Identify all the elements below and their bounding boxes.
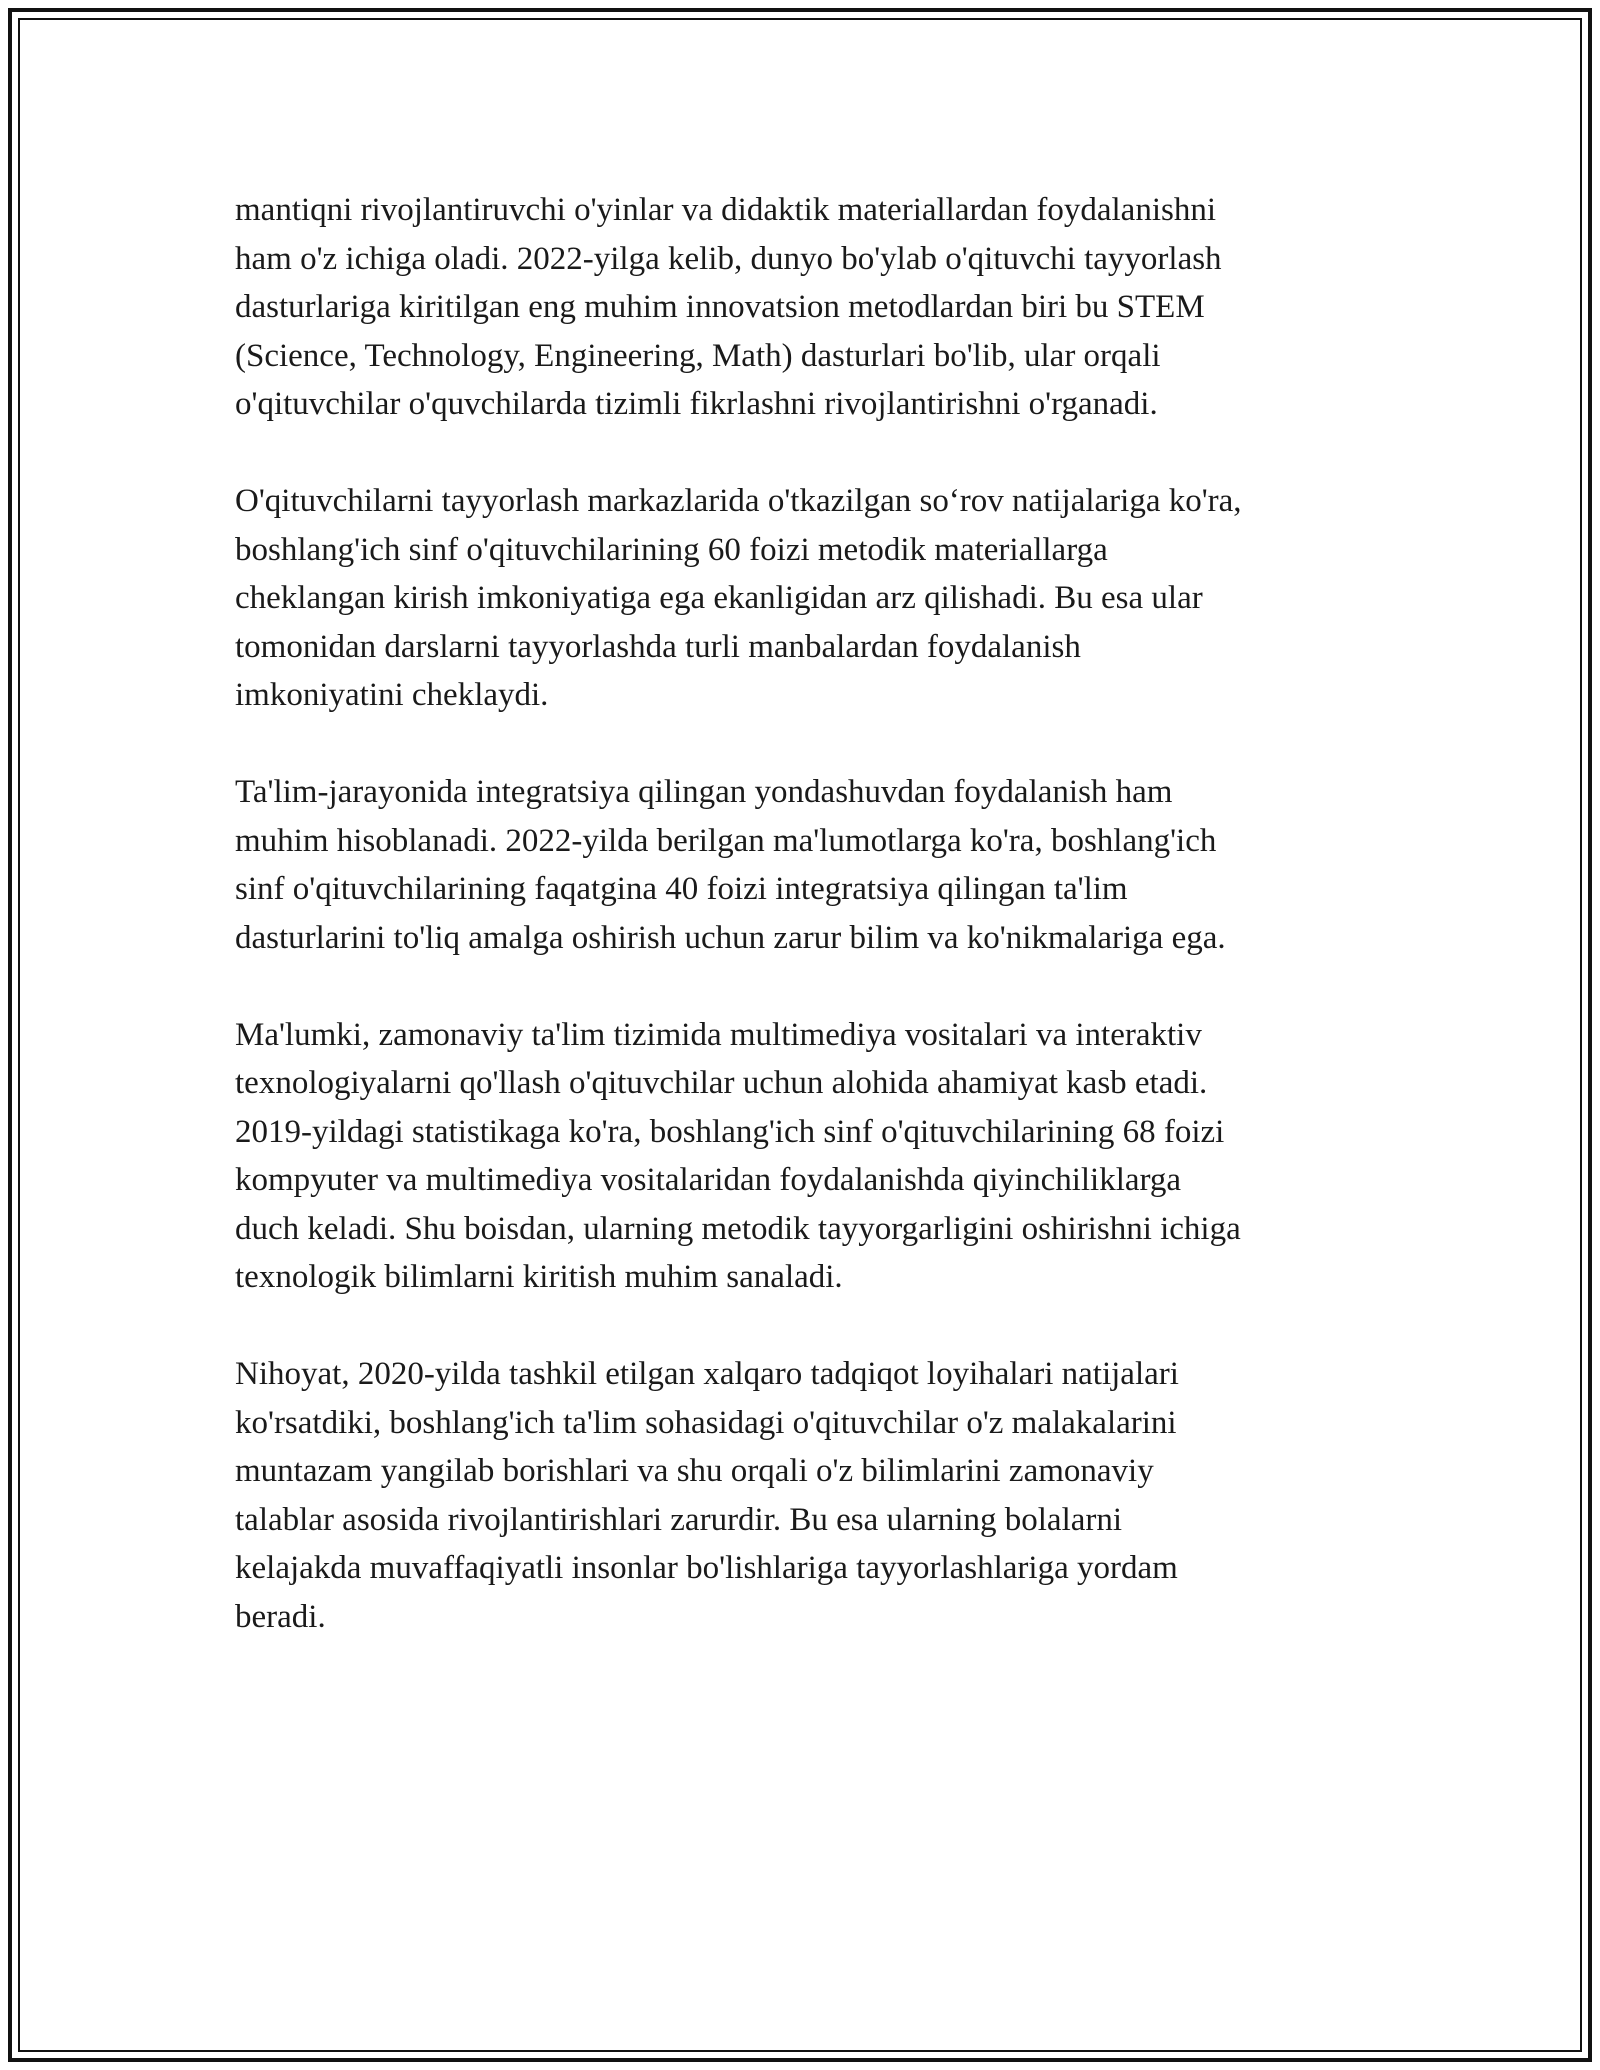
text-line: dasturlarini to'liq amalga oshirish uchun zarur bilim va ko'nikmalariga ega. xyxy=(235,919,1226,956)
text-line: imkoniyatini cheklaydi. xyxy=(235,677,549,713)
text-line: beradi. xyxy=(235,1598,326,1635)
text-line: ko'rsatdiki, boshlang'ich ta'lim sohasidagi o'qituvchilar o'z malakalarini xyxy=(235,1404,1177,1441)
text-line: muhim hisoblanadi. 2022-yilda berilgan ma'lumotlarga ko'ra, boshlang'ich xyxy=(235,822,1217,859)
paragraph-2 xyxy=(235,477,1365,720)
text-line: texnologiyalarni qo'llash o'qituvchilar uchun alohida ahamiyat kasb etadi. xyxy=(235,1065,1208,1101)
text-line: kelajakda muvaffaqiyatli insonlar bo'lishlariga tayyorlashlariga yordam xyxy=(235,1550,1178,1586)
paragraph-1 xyxy=(235,186,1365,429)
text-line: tomonidan darslarni tayyorlashda turli manbalardan foydalanish xyxy=(235,628,1081,665)
text-line: texnologik bilimlarni kiritish muhim sanaladi. xyxy=(235,1259,843,1295)
text-line: Ma'lumki, zamonaviy ta'lim tizimida multimediya vositalari va interaktiv xyxy=(235,1016,1202,1053)
text-line: dasturlariga kiritilgan eng muhim innovatsion metodlardan biri bu STEM xyxy=(235,289,1205,325)
text-line: cheklangan kirish imkoniyatiga ega ekanligidan arz qilishadi. Bu esa ular xyxy=(235,580,1203,616)
text-line: mantiqni rivojlantiruvchi o'yinlar va didaktik materiallardan foydalanishni xyxy=(235,192,1217,228)
paragraph-4 xyxy=(235,1011,1365,1302)
text-line: 2019-yildagi statistikaga ko'ra, boshlang'ich sinf o'qituvchilarining 68 foizi xyxy=(235,1113,1225,1150)
text-line: O'qituvchilarni tayyorlash markazlarida o'tkazilgan so‘rov natijalariga ko'ra, xyxy=(235,483,1242,519)
text-line: sinf o'qituvchilarining faqatgina 40 foizi integratsiya qilingan ta'lim xyxy=(235,871,1128,907)
paragraph-5 xyxy=(235,1350,1365,1641)
text-line: duch keladi. Shu boisdan, ularning metodik tayyorgarligini oshirishni ichiga xyxy=(235,1210,1241,1247)
text-line: talablar asosida rivojlantirishlari zarurdir. Bu esa ularning bolalarni xyxy=(235,1501,1123,1538)
text-line: o'qituvchilar o'quvchilarda tizimli fikrlashni rivojlantirishni o'rganadi. xyxy=(235,386,1158,422)
text-line: boshlang'ich sinf o'qituvchilarining 60 foizi metodik materiallarga xyxy=(235,531,1108,568)
text-line: Nihoyat, 2020-yilda tashkil etilgan xalqaro tadqiqot loyihalari natijalari xyxy=(235,1356,1179,1392)
text-line: ham o'z ichiga oladi. 2022-yilga kelib, dunyo bo'ylab o'qituvchi tayyorlash xyxy=(235,240,1222,277)
text-line: muntazam yangilab borishlari va shu orqali o'z bilimlarini zamonaviy xyxy=(235,1453,1154,1489)
text-line: kompyuter va multimediya vositalaridan foydalanishda qiyinchiliklarga xyxy=(235,1162,1182,1198)
paragraph-3 xyxy=(235,768,1365,962)
document-body xyxy=(235,186,1365,1690)
text-line: Ta'lim-jarayonida integratsiya qilingan yondashuvdan foydalanish ham xyxy=(235,774,1173,810)
text-line: (Science, Technology, Engineering, Math) dasturlari bo'lib, ular orqali xyxy=(235,337,1161,374)
